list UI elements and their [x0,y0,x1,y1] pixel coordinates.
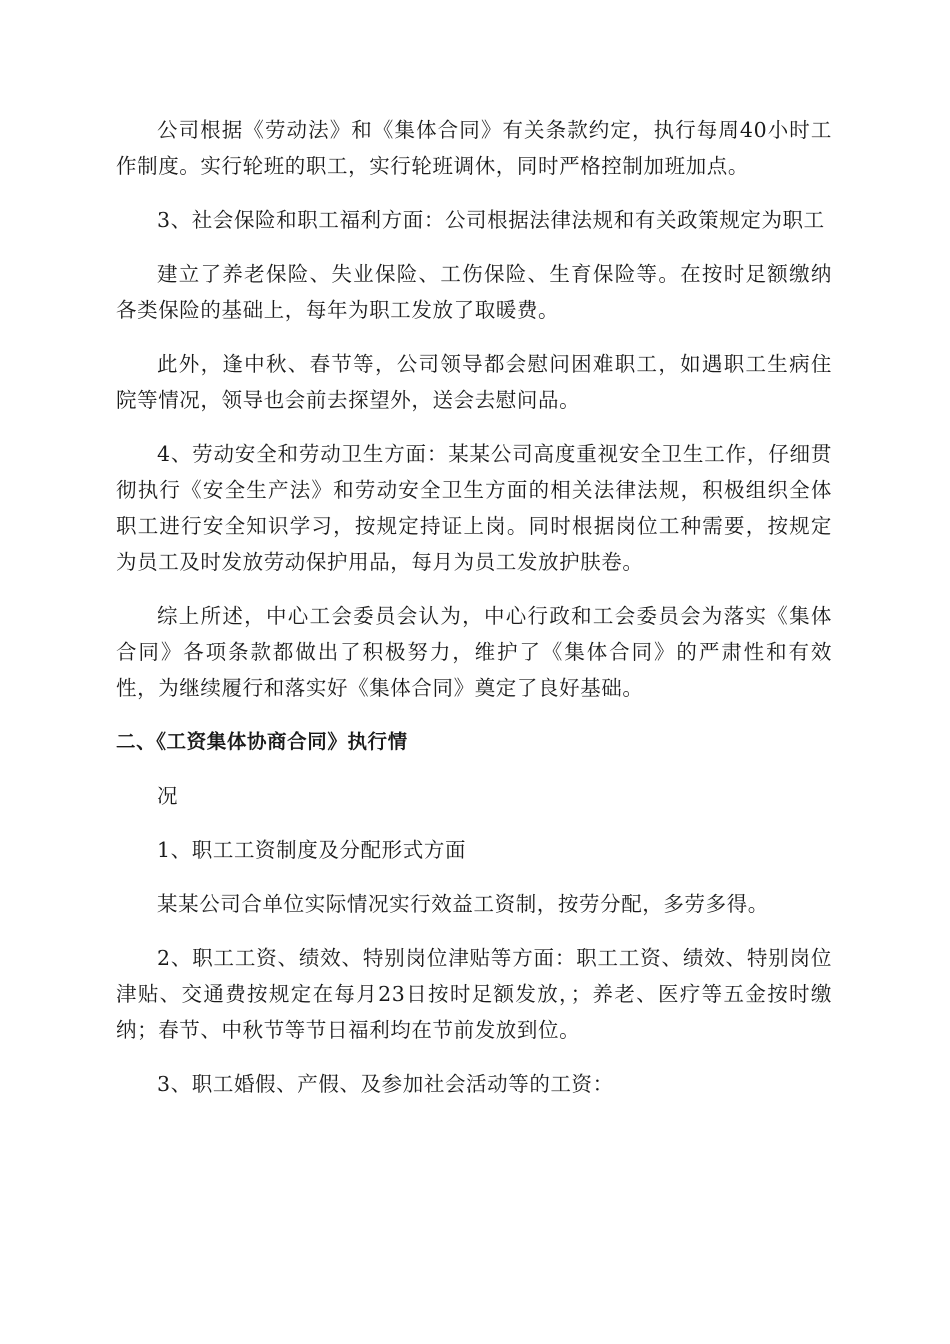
paragraph-wage-allowances: 2、职工工资、绩效、特别岗位津贴等方面：职工工资、绩效、特别岗位津贴、交通费按规定在每月23日按时足额发放，；养老、医疗等五金按时缴纳；春节、中秋节等节日福利均在节前发放到位。 [116,946,832,1042]
paragraph-leave-wages: 3、职工婚假、产假、及参加社会活动等的工资： [157,1072,614,1096]
document-body [116,112,832,1120]
paragraph-wage-system: 某某公司合单位实际情况实行效益工资制，按劳分配，多劳多得。 [157,892,769,916]
paragraph-working-hours: 公司根据《劳动法》和《集体合同》有关条款约定，执行每周40小时工作制度。实行轮班的职工，实行轮班调休，同时严格控制加班加点。 [116,118,832,178]
paragraph-heading-continuation: 况 [157,784,179,808]
paragraph-wage-system-heading: 1、职工工资制度及分配形式方面 [157,838,467,862]
paragraph-holiday-visits: 此外，逢中秋、春节等，公司领导都会慰问困难职工，如遇职工生病住院等情况，领导也会前去探望外，送会去慰问品。 [116,352,832,412]
section-heading: 二、《工资集体协商合同》执行情 [116,730,408,753]
paragraph-insurance-details: 建立了养老保险、失业保险、工伤保险、生育保险等。在按时足额缴纳各类保险的基础上，每年为职工发放了取暖费。 [116,262,832,322]
paragraph-social-insurance-heading: 3、社会保险和职工福利方面：公司根据法律法规和有关政策规定为职工 [157,208,825,232]
paragraph-summary: 综上所述，中心工会委员会认为，中心行政和工会委员会为落实《集体合同》各项条款都做出了积极努力，维护了《集体合同》的严肃性和有效性，为继续履行和落实好《集体合同》奠定了良好基础。 [116,604,832,700]
paragraph-labor-safety: 4、劳动安全和劳动卫生方面：某某公司高度重视安全卫生工作，仔细贯彻执行《安全生产法》和劳动安全卫生方面的相关法律法规，积极组织全体职工进行安全知识学习，按规定持证上岗。同时根据岗位工种需要，按规定为员工及时发放劳动保护用品，每月为员工发放护肤卷。 [116,442,832,574]
